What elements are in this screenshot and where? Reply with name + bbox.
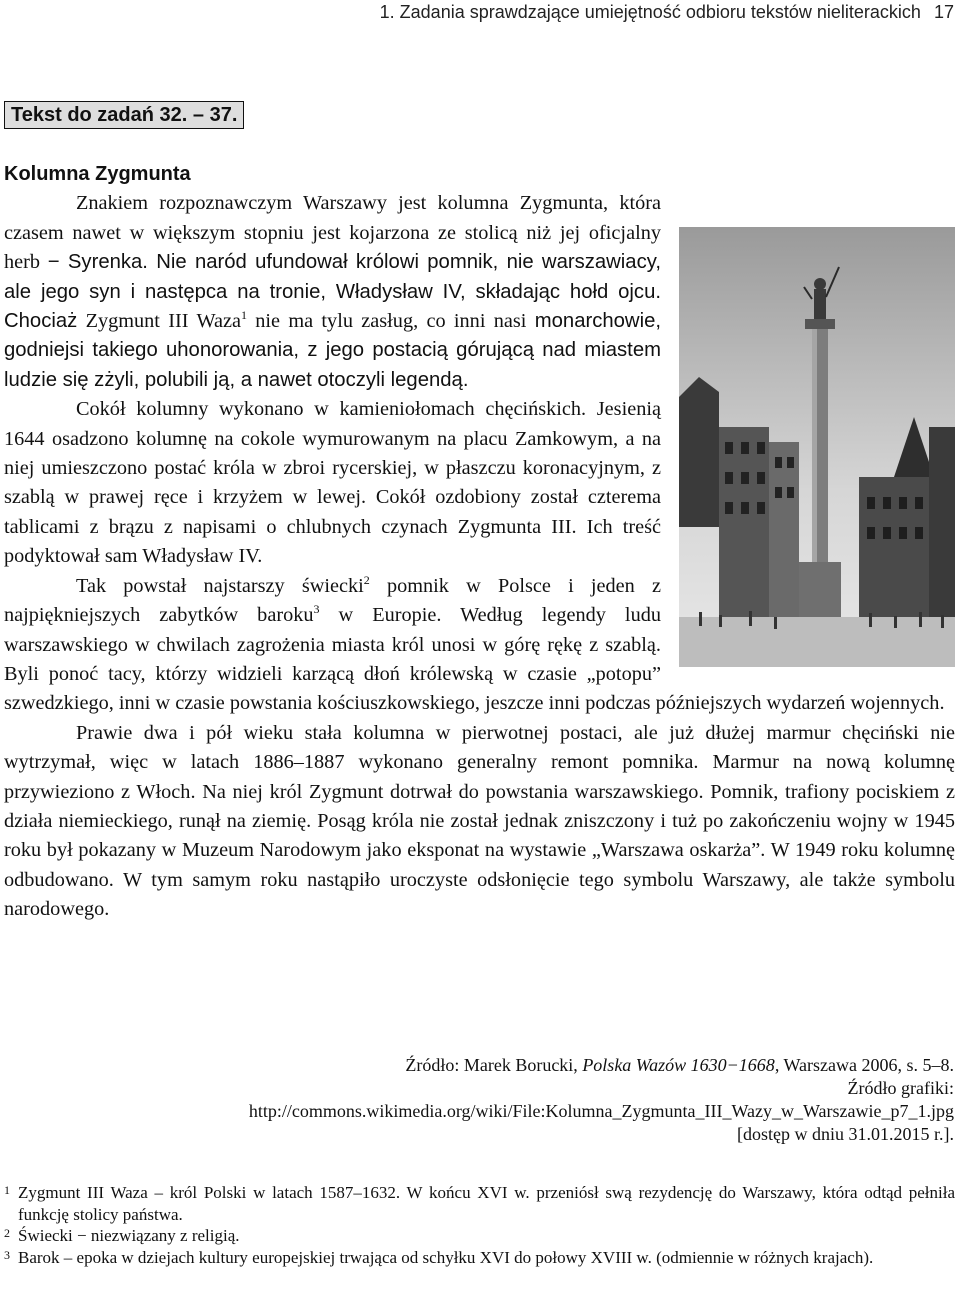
paragraph-4 bbox=[4, 719, 955, 925]
source-block bbox=[54, 1054, 954, 1146]
p3-text-b: pomnik w Polsce i jeden z najpiękniejszych zabytków baroku bbox=[4, 574, 661, 627]
footnote-text: Zygmunt III Waza – król Polski w latach 1587–1632. W końcu XVI w. przeniósł swą rezydencję do Warszawy, która odtąd pełniła funkcję stolicy państwa. bbox=[18, 1183, 955, 1224]
footnote-3 bbox=[4, 1247, 955, 1269]
p2-text: Cokół kolumny wykonano w kamieniołomach chęcińskich. Jesienią 1644 osadzono kolumnę na cokole wymurowanym na placu Zamkowym, a na niej umieszczono postać króla w zbroi rycerskiej, w płaszczu koronacyjnym, z szablą w prawej ręce i krzyżem w lewej. Cokół ozdobiony został czterema tablicami z brązu z napisami o chlubnych czynach Zygmunta III. Ich treść podyktował sam Władysław IV. bbox=[4, 398, 661, 568]
source-access-date: [dostęp w dniu 31.01.2015 r.]. bbox=[737, 1124, 954, 1144]
source-graphic-label: Źródło grafiki: bbox=[847, 1078, 954, 1098]
footnote-number: 1 bbox=[4, 1183, 10, 1197]
p3-text-a: Tak powstał najstarszy świecki bbox=[76, 574, 364, 597]
p1-text-b: − Syrenka. Nie naród ufundował królowi pomnik, nie warszawiacy, ale jego syn i następca na tronie, Władysław IV, składając hołd ojcu. Chociaż bbox=[4, 251, 661, 333]
footnote-text: Barok – epoka w dziejach kultury europejskiej trwająca od schyłku XVI do połowy XVIII w. (odmiennie w różnych krajach). bbox=[18, 1247, 874, 1267]
p1-text-a: Znakiem rozpoznawczym Warszawy jest kolumna Zygmunta, która czasem nawet w większym stopniu jest kojarzona ze stolicą niż jej oficjalny herb bbox=[4, 192, 661, 274]
footnote-number: 2 bbox=[4, 1226, 10, 1240]
footnote-1 bbox=[4, 1182, 955, 1225]
article bbox=[4, 160, 955, 925]
source-url: http://commons.wikimedia.org/wiki/File:Kolumna_Zygmunta_III_Wazy_w_Warszawie_p7_1.jpg bbox=[248, 1101, 954, 1121]
source-suffix: , Warszawa 2006, s. 5–8. bbox=[774, 1055, 954, 1075]
source-book bbox=[54, 1054, 954, 1077]
running-title: 1. Zadania sprawdzające umiejętność odbioru tekstów nieliterackich bbox=[379, 2, 921, 22]
footnote-number: 3 bbox=[4, 1247, 10, 1262]
column-photo bbox=[679, 227, 955, 667]
source-prefix: Źródło: Marek Borucki, bbox=[405, 1055, 583, 1075]
p1-text-d: nie ma tylu zasług, co inni nasi bbox=[246, 310, 535, 333]
page-number: 17 bbox=[933, 2, 954, 22]
p3-text-c: w Europie. Według legendy ludu warszawskiego w chwilach zagrożenia miasta król unosi w górę rękę z szablą. Byli ponoć tacy, którzy widzieli karzącą dłoń królewską w czasie „potopu” szwedzkiego, inni w czasie powstania kościuszkowskiego, jeszcze inni podczas późniejszych wydarzeń wojennych. bbox=[4, 604, 945, 715]
running-header bbox=[254, 0, 954, 24]
footnotes bbox=[4, 1182, 955, 1268]
source-title: Polska Wazów 1630−1668 bbox=[582, 1055, 775, 1075]
p4-text: Prawie dwa i pół wieku stała kolumna w pierwotnej postaci, ale już dłużej marmur chęciński nie wytrzymał, więc w latach 1886–1887 wykonano generalny remont pomnika. Marmur na nową kolumnę przywieziono z Włoch. Na niej król Zygmunt dotrwał do powstania warszawskiego. Pomnik, trafiony pociskiem z działa niemieckiego, runął na ziemię. Posąg króla nie został jednak zniszczony i tuż po zakończeniu wojny w 1945 roku był pokazany w Muzeum Narodowym jako eksponat na wystawie „Warszawa oskarża”. W 1949 roku kolumnę odbudowano. W tym samym roku nastąpiło uroczyste odsłonięcie tego symbolu Warszawy, ale także symbolu narodowego. bbox=[4, 721, 955, 921]
p1-text-c: Zygmunt III Waza bbox=[77, 310, 241, 333]
footnote-ref-2: 2 bbox=[363, 572, 370, 587]
footnote-ref-1: 1 bbox=[240, 308, 247, 323]
footnote-ref-3: 3 bbox=[313, 602, 320, 617]
footnote-2 bbox=[4, 1225, 955, 1247]
article-title: Kolumna Zygmunta bbox=[4, 163, 191, 185]
footnote-text: Świecki − niezwiązany z religią. bbox=[18, 1226, 240, 1245]
p1-text-e: monarchowie, godniejsi takiego uhonorowania, z jego postacią górującą nad miastem ludzie się zżyli, polubili ją, a nawet otoczyli legendą. bbox=[4, 310, 661, 391]
section-label: Tekst do zadań 32. – 37. bbox=[4, 101, 244, 129]
